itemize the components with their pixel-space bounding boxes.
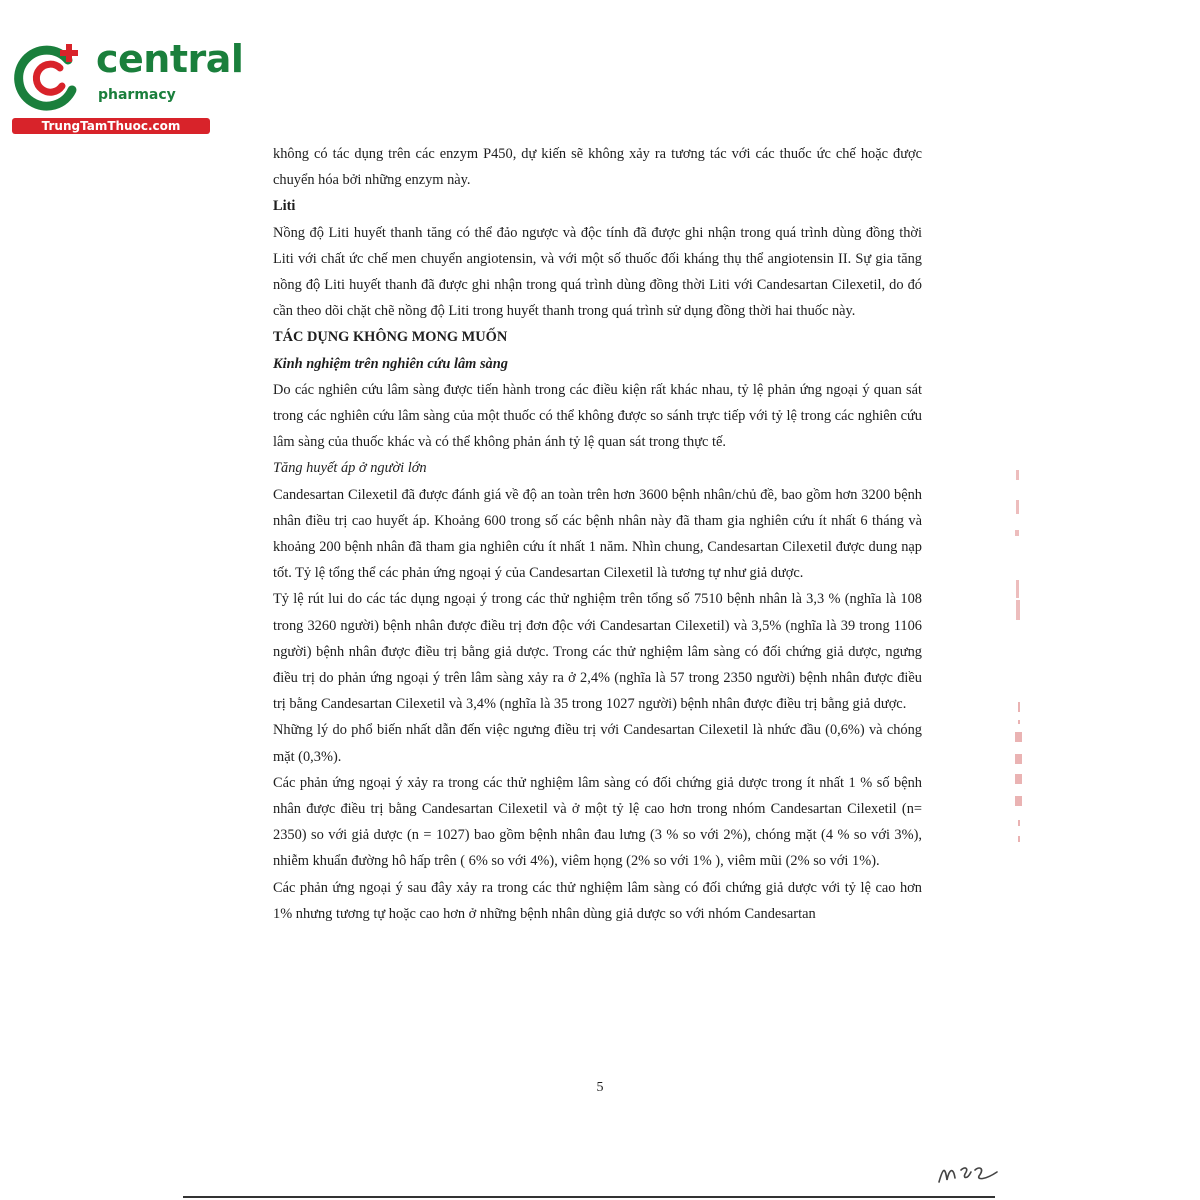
paragraph: không có tác dụng trên các enzym P450, dự kiến sẽ không xảy ra tương tác với các thuốc ức chế hoặc được chuyển hóa bởi những enzym này. [273, 146, 922, 189]
paragraph: Do các nghiên cứu lâm sàng được tiến hành trong các điều kiện rất khác nhau, tỷ lệ phản ứng ngoại ý quan sát trong các nghiên cứu lâm sàng của một thuốc có thể không được so sánh trực tiếp với tỷ lệ trong các nghiên cứu lâm sàng của thuốc khác và có thể không phản ánh tỷ lệ quan sát trong thực tế. [273, 381, 922, 451]
pharmacy-logo-mark-icon [10, 38, 90, 118]
bottom-rule [183, 1196, 995, 1198]
brand-name: central [96, 37, 244, 81]
paragraph: Các phản ứng ngoại ý xảy ra trong các thử nghiệm lâm sàng có đối chứng giả dược trong ít nhất 1 % số bệnh nhân được điều trị bằng Candesartan Cilexetil và ở một tỷ lệ cao hơn trong nhóm Candesartan Cilexetil (n= 2350) so với giả dược (n = 1027) bao gồm bệnh nhân đau lưng (3 % so với 2%), chóng mặt (4 % so với 3%), nhiễm khuẩn đường hô hấp trên ( 6% so với 4%), viêm họng (2% so với 1% ), viêm mũi (2% so với 1%). [273, 774, 922, 870]
subheading-liti: Liti [273, 198, 296, 215]
central-pharmacy-logo[interactable] [10, 36, 244, 136]
paragraph: Những lý do phổ biến nhất dẫn đến việc ngưng điều trị với Candesartan Cilexetil là nhức đầu (0,6%) và chóng mặt (0,3%). [273, 722, 922, 765]
subsection-heading-italic: Tăng huyết áp ở người lớn [273, 460, 427, 477]
section-heading: TÁC DỤNG KHÔNG MONG MUỐN [273, 329, 508, 346]
page-number: 5 [596, 1080, 604, 1095]
paragraph: Tỷ lệ rút lui do các tác dụng ngoại ý trong các thử nghiệm trên tổng số 7510 bệnh nhân là 3,3 % (nghĩa là 108 trong 3260 người) bệnh nhân được điều trị đơn độc với Candesartan Cilexetil) và 3,5% (nghĩa là 39 trong 1106 người) bệnh nhân được điều trị bằng giả dược. Trong các thử nghiệm lâm sàng có đối chứng giả dược, ngưng điều trị do phản ứng ngoại ý trên lâm sàng xảy ra ở 2,4% (nghĩa là 57 trong 2350 người) bệnh nhân được điều trị bằng Candesartan Cilexetil và 3,4% (nghĩa là 35 trong 1027 người) bệnh nhân được điều trị bằng giả dược. [273, 591, 922, 713]
handwritten-signature [935, 1158, 1005, 1190]
paragraph: Các phản ứng ngoại ý sau đây xảy ra trong các thử nghiệm lâm sàng có đối chứng giả dược với tỷ lệ cao hơn 1% nhưng tương tự hoặc cao hơn ở những bệnh nhân dùng giả dược so với nhóm Candesartan [273, 879, 922, 922]
document-body [273, 141, 922, 927]
stamp-bleed-marks [1006, 470, 1032, 850]
brand-subtitle: pharmacy [98, 87, 176, 103]
subsection-heading: Kinh nghiệm trên nghiên cứu lâm sàng [273, 355, 508, 372]
paragraph: Candesartan Cilexetil đã được đánh giá về độ an toàn trên hơn 3600 bệnh nhân/chủ đề, bao gồm hơn 3200 bệnh nhân điều trị cao huyết áp. Khoảng 600 trong số các bệnh nhân này đã tham gia nghiên cứu ít nhất 6 tháng và khoảng 200 bệnh nhân đã tham gia nghiên cứu ít nhất 1 năm. Nhìn chung, Candesartan Cilexetil được dung nạp tốt. Tỷ lệ tổng thể các phản ứng ngoại ý của Candesartan Cilexetil là tương tự như giả dược. [273, 486, 922, 582]
paragraph: Nồng độ Liti huyết thanh tăng có thể đảo ngược và độc tính đã được ghi nhận trong quá trình dùng đồng thời Liti với chất ức chế men chuyển angiotensin, và với một số thuốc đối kháng thụ thể angiotensin II. Sự gia tăng nồng độ Liti huyết thanh đã được ghi nhận trong quá trình dùng đồng thời Liti với Candesartan Cilexetil, do đó cần theo dõi chặt chẽ nồng độ Liti trong huyết thanh trong quá trình sử dụng đồng thời hai thuốc này. [273, 224, 922, 320]
brand-url[interactable]: TrungTamThuoc.com [12, 118, 210, 134]
